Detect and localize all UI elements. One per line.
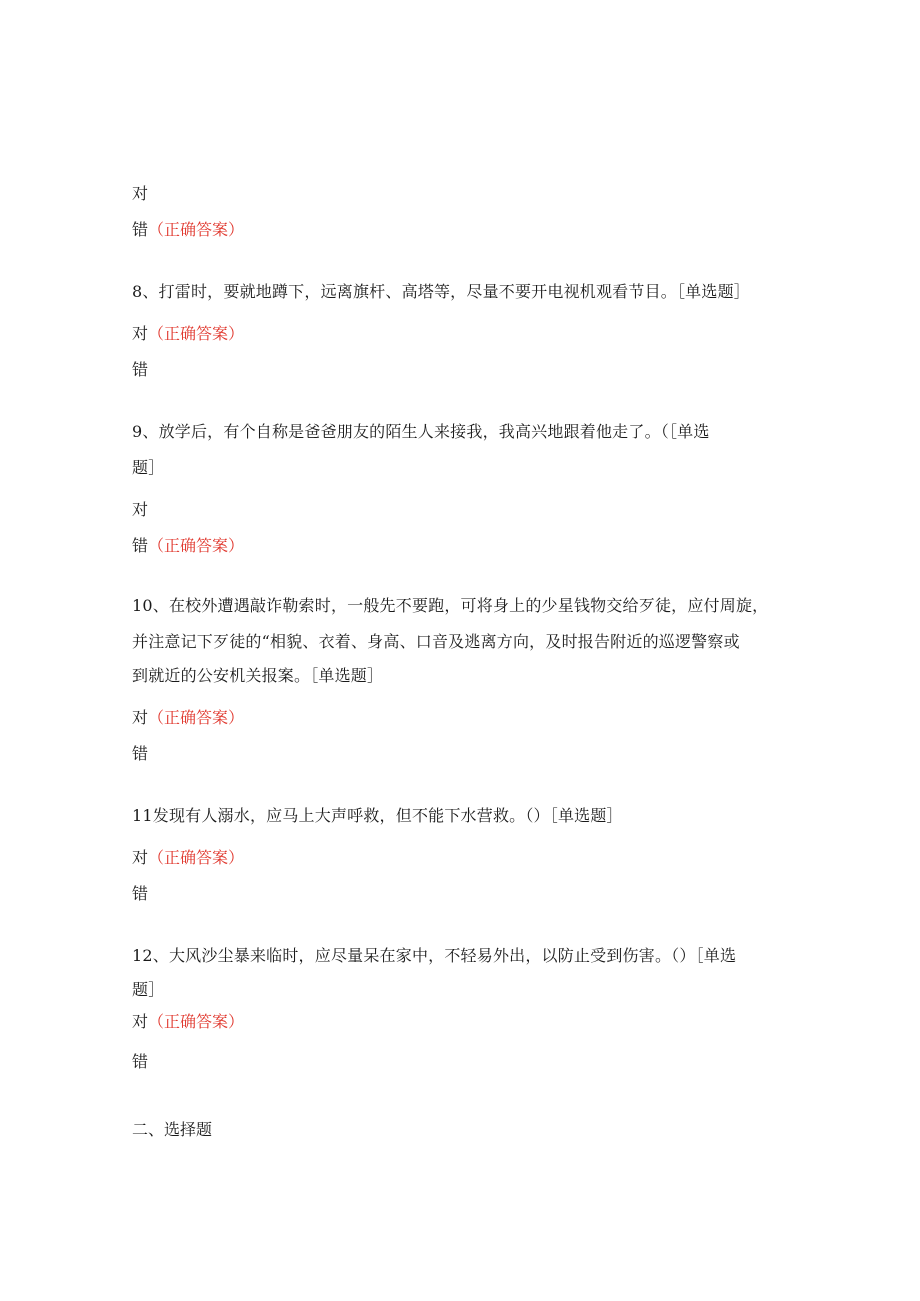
q9-option-false-correct[interactable]: 错（正确答案） xyxy=(132,536,245,555)
correct-answer-marker: （正确答案） xyxy=(148,848,245,867)
question-10-text-line1: 10、在校外遭遇敲诈勒索时，一般先不要跑，可将身上的少星钱物交给歹徒，应付周旋， xyxy=(132,596,769,615)
q10-option-false[interactable]: 错 xyxy=(132,744,149,763)
correct-answer-marker: （正确答案） xyxy=(148,220,245,239)
q11-option-true-correct[interactable]: 对（正确答案） xyxy=(132,848,245,867)
question-11-text: 11发现有人溺水，应马上大声呼救，但不能下水营救。（）［单选题］ xyxy=(132,806,623,825)
q9-option-true[interactable]: 对 xyxy=(132,500,149,519)
question-9-text-line2: 题］ xyxy=(132,458,165,477)
question-10-text-line2: 并注意记下歹徒的“相貌、衣着、身高、口音及逃离方向，及时报告附近的巡逻警察或 xyxy=(132,632,740,651)
q10-option-true-correct[interactable]: 对（正确答案） xyxy=(132,708,245,727)
option-true[interactable]: 对 xyxy=(132,184,149,203)
q12-option-false[interactable]: 错 xyxy=(132,1052,149,1071)
q8-option-false[interactable]: 错 xyxy=(132,360,149,379)
question-12-text-line1: 12、大风沙尘暴来临时，应尽量呆在家中，不轻易外出，以防止受到伤害。（）［单选 xyxy=(132,946,737,965)
question-8-text: 8、打雷时，要就地蹲下，远离旗杆、高塔等，尽量不要开电视机观看节目。［单选题］ xyxy=(132,282,750,301)
q12-option-true-correct[interactable]: 对（正确答案） xyxy=(132,1012,245,1031)
correct-answer-marker: （正确答案） xyxy=(148,1012,245,1031)
correct-answer-marker: （正确答案） xyxy=(148,708,245,727)
correct-answer-marker: （正确答案） xyxy=(148,324,245,343)
question-9-text-line1: 9、放学后，有个自称是爸爸朋友的陌生人来接我，我高兴地跟着他走了。（［单选 xyxy=(132,422,710,441)
section-heading: 二、选择题 xyxy=(132,1120,213,1139)
q11-option-false[interactable]: 错 xyxy=(132,884,149,903)
option-false-correct[interactable]: 错（正确答案） xyxy=(132,220,245,239)
correct-answer-marker: （正确答案） xyxy=(148,536,245,555)
q8-option-true-correct[interactable]: 对（正确答案） xyxy=(132,324,245,343)
question-12-text-line2: 题］ xyxy=(132,980,165,999)
question-10-text-line3: 到就近的公安机关报案。［单选题］ xyxy=(132,666,384,685)
